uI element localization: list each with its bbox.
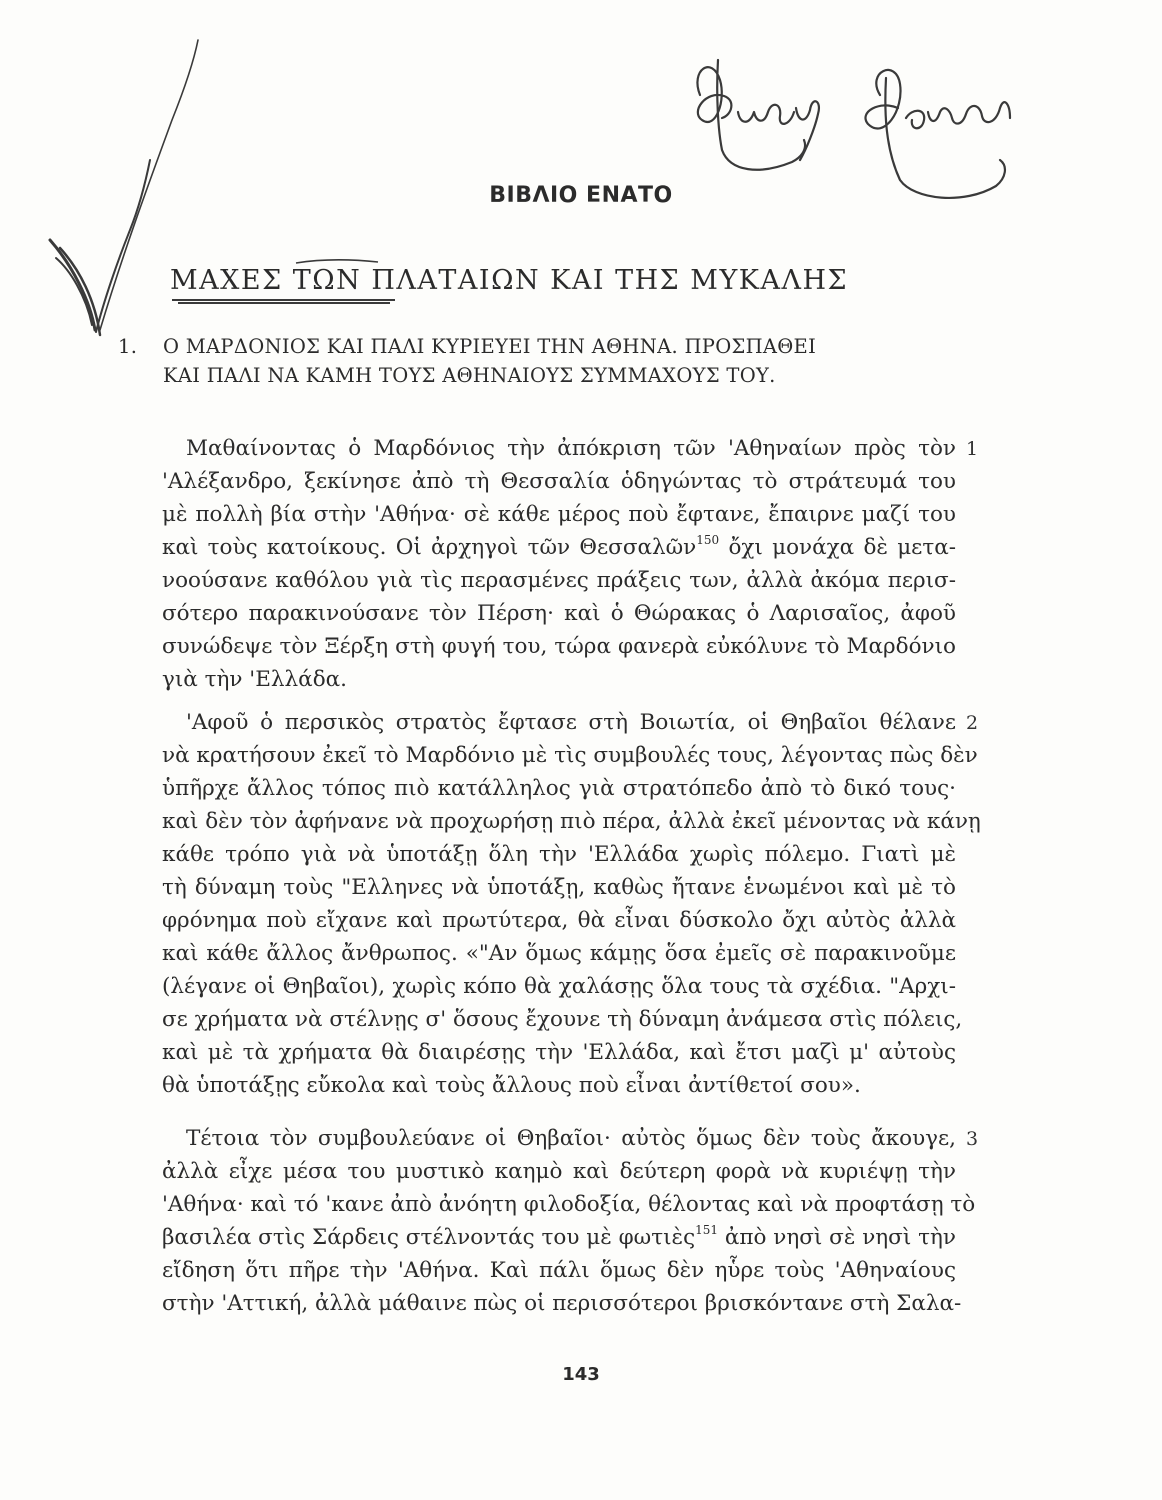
text-line: φρόνημα ποὺ εἴχανε καὶ πρωτύτερα, θὰ εἶναι δύσκολο ὄχι αὐτὸς ἀλλὰ (162, 908, 956, 933)
book-title: ΒΙΒΛΙΟ ΕΝΑΤΟ (489, 183, 673, 208)
chapter-title: ΜΑΧΕΣ ΤΩΝ ΠΛΑΤΑΙΩΝ ΚΑΙ ΤΗΣ ΜΥΚΑΛΗΣ (170, 265, 849, 296)
text-line: στὴν 'Αττική, ἀλλὰ μάθαινε πὼς οἱ περισσότεροι βρισκόντανε στὴ Σαλα- (162, 1291, 962, 1316)
text-line: νὰ κρατήσουν ἐκεῖ τὸ Μαρδόνιο μὲ τὶς συμβουλές τους, λέγοντας πὼς δὲν (162, 743, 978, 768)
text-line: Μαθαίνοντας ὁ Μαρδόνιος τὴν ἀπόκριση τῶν 'Αθηναίων πρὸς τὸν (186, 436, 956, 461)
text-segment: ὄχι μονάχα δὲ μετα- (719, 535, 957, 560)
text-line: μὲ πολλὴ βία στὴν 'Αθήνα· σὲ κάθε μέρος ποὺ ἔφτανε, ἔπαιρνε μαζί του (162, 502, 956, 527)
footnote-ref-151: 151 (695, 1222, 719, 1237)
text-line: εἴδηση ὅτι πῆρε τὴν 'Αθήνα. Καὶ πάλι ὅμως δὲν ηὗρε τοὺς 'Αθηναίους (162, 1258, 956, 1283)
text-line: ἀλλὰ εἶχε μέσα του μυστικὸ καημὸ καὶ δεύτερη φορὰ νὰ κυριέψῃ τὴν (162, 1159, 956, 1184)
text-line: τὴ δύναμη τοὺς "Ελληνες νὰ ὑποτάξῃ, καθὼς ἤτανε ἑνωμένοι καὶ μὲ τὸ (162, 875, 956, 900)
text-line: 'Αφοῦ ὁ περσικὸς στρατὸς ἔφτασε στὴ Βοιωτία, οἱ Θηβαῖοι θέλανε (186, 710, 956, 735)
text-line (162, 1221, 956, 1254)
text-line: καὶ κάθε ἄλλος ἄνθρωπος. «"Αν ὅμως κάμῃς ὅσα ἐμεῖς σὲ παρακινοῦμε (162, 941, 956, 966)
paragraph-2 (162, 706, 981, 1102)
text-line: νοούσανε καθόλου γιὰ τὶς περασμένες πράξεις των, ἀλλὰ ἀκόμα περισ- (162, 568, 956, 593)
text-line: ὑπῆρχε ἄλλος τόπος πιὸ κατάλληλος γιὰ στρατόπεδο ἀπὸ τὸ δικό τους· (162, 776, 956, 801)
text-line: Τέτοια τὸν συμβουλεύανε οἱ Θηβαῖοι· αὐτὸς ὅμως δὲν τοὺς ἄκουγε, (186, 1126, 956, 1151)
paragraph-3 (162, 1122, 976, 1320)
text-line: 'Αθήνα· καὶ τό 'κανε ἀπὸ ἀνόητη φιλοδοξία, θέλοντας καὶ νὰ προφτάσῃ τὸ (162, 1192, 976, 1217)
text-line: σε χρήματα νὰ στέλνῃς σ' ὅσους ἔχουνε τὴ δύναμη ἀνάμεσα στὶς πόλεις, (162, 1007, 963, 1032)
section-number: 1. (118, 335, 138, 358)
text-line: γιὰ τὴν 'Ελλάδα. (162, 667, 347, 692)
text-line: καὶ μὲ τὰ χρήματα θὰ διαιρέσῃς τὴν 'Ελλάδα, καὶ ἔτσι μαζὶ μ' αὐτοὺς (162, 1040, 956, 1065)
margin-number-1: 1 (966, 438, 979, 460)
text-segment: καὶ τοὺς κατοίκους. Οἱ ἀρχηγοὶ τῶν Θεσσαλῶν (162, 535, 697, 560)
footnote-ref-150: 150 (696, 532, 720, 547)
paragraph-1 (162, 432, 956, 696)
text-line: συνώδεψε τὸν Ξέρξη στὴ φυγή του, τώρα φανερὰ εὐκόλυνε τὸ Μαρδόνιο (162, 634, 956, 659)
page-number: 143 (562, 1364, 600, 1385)
section-title-line-1: Ο ΜΑΡΔΟΝΙΟΣ ΚΑΙ ΠΑΛΙ ΚΥΡΙΕΥΕΙ ΤΗΝ ΑΘΗΝΑ. ΠΡΟΣΠΑΘΕΙ (163, 335, 817, 358)
text-line: 'Αλέξανδρο, ξεκίνησε ἀπὸ τὴ Θεσσαλία ὁδηγώντας τὸ στράτευμά του (162, 469, 956, 494)
text-line: καὶ δὲν τὸν ἀφήνανε νὰ προχωρήσῃ πιὸ πέρα, ἀλλὰ ἐκεῖ μένοντας νὰ κάνῃ (162, 809, 981, 834)
text-line: σότερο παρακινούσανε τὸν Πέρση· καὶ ὁ Θώρακας ὁ Λαρισαῖος, ἀφοῦ (162, 601, 956, 626)
text-line: θὰ ὑποτάξῃς εὔκολα καὶ τοὺς ἄλλους ποὺ εἶναι ἀντίθετοί σου». (162, 1073, 861, 1098)
text-line: (λέγανε οἱ Θηβαῖοι), χωρὶς κόπο θὰ χαλάσῃς ὅλα τους τὰ σχέδια. "Αρχι- (162, 974, 956, 999)
text-line (162, 531, 956, 564)
margin-number-2: 2 (966, 712, 979, 734)
text-segment: ἀπὸ νησὶ σὲ νησὶ τὴν (718, 1225, 956, 1250)
section-heading (118, 332, 978, 390)
text-segment: βασιλέα στὶς Σάρδεις στέλνοντάς του μὲ φωτιὲς (162, 1225, 696, 1250)
section-title-line-2: ΚΑΙ ΠΑΛΙ ΝΑ ΚΑΜΗ ΤΟΥΣ ΑΘΗΝΑΙΟΥΣ ΣΥΜΜΑΧΟΥΣ ΤΟΥ. (163, 364, 776, 387)
margin-number-3: 3 (966, 1128, 979, 1150)
text-line: κάθε τρόπο γιὰ νὰ ὑποτάξῃ ὅλη τὴν 'Ελλάδα χωρὶς πόλεμο. Γιατὶ μὲ (162, 842, 956, 867)
